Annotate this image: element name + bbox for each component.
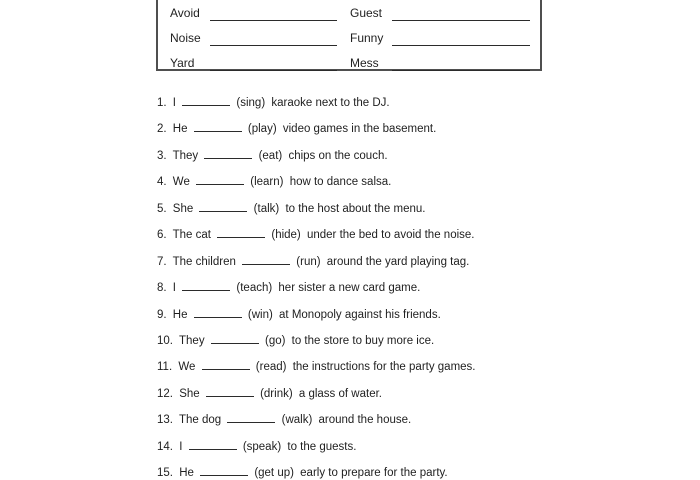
sentence-rest: her sister a new card game. <box>278 282 421 295</box>
sentence-subject: The children <box>172 255 236 268</box>
vocab-word: Funny <box>350 30 384 45</box>
sentence-subject: We <box>172 176 190 189</box>
sentence-number: 12. <box>157 387 173 400</box>
verb-hint: (talk) <box>253 202 280 215</box>
sentence-rest: around the house. <box>318 414 412 427</box>
sentence-rest: karaoke next to the DJ. <box>271 97 390 109</box>
sentence-row <box>157 90 677 116</box>
sentence-number: 5. <box>157 202 167 215</box>
answer-blank-line <box>189 439 237 450</box>
sentence-row <box>157 116 677 142</box>
answer-blank-line <box>196 174 244 185</box>
sentence-number: 9. <box>157 308 167 321</box>
answer-blank-line <box>182 280 230 291</box>
sentence-rest: to the guests. <box>287 440 357 453</box>
answer-blank-line <box>202 359 250 370</box>
verb-hint: (get up) <box>254 467 294 480</box>
vocab-word: Guest <box>350 5 383 20</box>
verb-hint: (go) <box>264 334 286 347</box>
verb-hint: (walk) <box>281 414 313 427</box>
vocab-word: Noise <box>170 30 201 45</box>
sentence-number: 3. <box>157 149 167 162</box>
sentence-rest: video games in the basement. <box>282 123 437 136</box>
sentence-row <box>157 460 677 480</box>
answer-blank-line <box>204 148 252 159</box>
sentence-rest: how to dance salsa. <box>289 176 392 189</box>
answer-blank-line <box>242 254 290 265</box>
vocabulary-box <box>156 0 542 71</box>
verb-hint: (hide) <box>271 229 301 242</box>
sentence-number: 15. <box>157 467 173 480</box>
answer-blank-line <box>211 333 259 344</box>
verb-hint: (teach) <box>236 282 273 295</box>
sentence-row <box>157 275 677 301</box>
sentence-subject: She <box>172 202 194 215</box>
answer-blank-line <box>199 201 247 212</box>
vocab-row <box>170 0 540 25</box>
sentence-rest: to the host about the menu. <box>285 202 426 215</box>
sentence-rest: at Monopoly against his friends. <box>279 308 441 321</box>
answer-blank-line <box>182 95 230 106</box>
verb-hint: (read) <box>255 361 287 374</box>
sentence-rest: under the bed to avoid the noise. <box>306 229 475 242</box>
sentence-row <box>157 196 677 222</box>
sentence-rest: around the yard playing tag. <box>326 255 470 268</box>
sentence-number: 13. <box>157 414 173 427</box>
verb-hint: (win) <box>247 308 273 321</box>
vocab-blank-line <box>392 7 530 21</box>
sentence-subject: The dog <box>179 414 222 427</box>
sentence-row <box>157 407 677 433</box>
verb-hint: (run) <box>296 255 321 268</box>
verb-hint: (drink) <box>260 387 293 400</box>
sentence-row <box>157 169 677 195</box>
sentence-row <box>157 302 677 328</box>
sentence-row <box>157 222 677 248</box>
sentence-number: 8. <box>157 282 167 295</box>
sentence-number: 4. <box>157 176 167 189</box>
verb-hint: (speak) <box>242 440 282 453</box>
vocab-row <box>170 25 540 50</box>
sentence-rest: the instructions for the party games. <box>292 361 476 374</box>
sentence-row <box>157 381 677 407</box>
sentence-rest: to the store to buy more ice. <box>291 334 435 347</box>
verb-hint: (learn) <box>250 176 284 189</box>
answer-blank-line <box>227 412 275 423</box>
sentence-number: 6. <box>157 229 167 242</box>
vocab-word: Yard <box>170 55 195 70</box>
sentence-number: 2. <box>157 123 167 136</box>
sentence-subject: He <box>179 467 194 480</box>
vocab-blank-line <box>392 57 530 71</box>
vocab-blank-line <box>210 57 337 71</box>
sentence-subject: I <box>172 97 176 109</box>
answer-blank-line <box>217 227 265 238</box>
sentence-list <box>157 90 677 480</box>
sentence-row <box>157 143 677 169</box>
vocab-word: Mess <box>350 55 379 70</box>
sentence-row <box>157 354 677 380</box>
sentence-rest: early to prepare for the party. <box>300 467 448 480</box>
vocab-word: Avoid <box>170 5 200 20</box>
sentence-number: 1. <box>157 97 167 109</box>
sentence-subject: The cat <box>172 229 211 242</box>
sentence-rest: a glass of water. <box>298 387 382 400</box>
answer-blank-line <box>200 465 248 476</box>
answer-blank-line <box>194 307 242 318</box>
sentence-row <box>157 249 677 275</box>
sentence-number: 7. <box>157 255 167 268</box>
sentence-rest: chips on the couch. <box>288 149 388 162</box>
answer-blank-line <box>194 121 242 132</box>
sentence-number: 14. <box>157 440 173 453</box>
sentence-subject: He <box>172 123 188 136</box>
sentence-subject: I <box>172 282 176 295</box>
sentence-row <box>157 328 677 354</box>
sentence-subject: They <box>179 334 205 347</box>
sentence-subject: We <box>178 361 196 374</box>
sentence-subject: She <box>179 387 200 400</box>
vocab-blank-line <box>210 32 337 46</box>
vocab-blank-line <box>210 7 337 21</box>
sentence-number: 10. <box>157 334 173 347</box>
sentence-number: 11. <box>157 361 173 374</box>
vocab-row <box>170 50 540 75</box>
verb-hint: (sing) <box>236 97 266 109</box>
vocab-blank-line <box>392 32 530 46</box>
answer-blank-line <box>206 386 254 397</box>
sentence-row <box>157 434 677 460</box>
sentence-subject: I <box>179 440 183 453</box>
verb-hint: (eat) <box>258 149 283 162</box>
verb-hint: (play) <box>247 123 277 136</box>
sentence-subject: They <box>172 149 199 162</box>
sentence-subject: He <box>172 308 188 321</box>
